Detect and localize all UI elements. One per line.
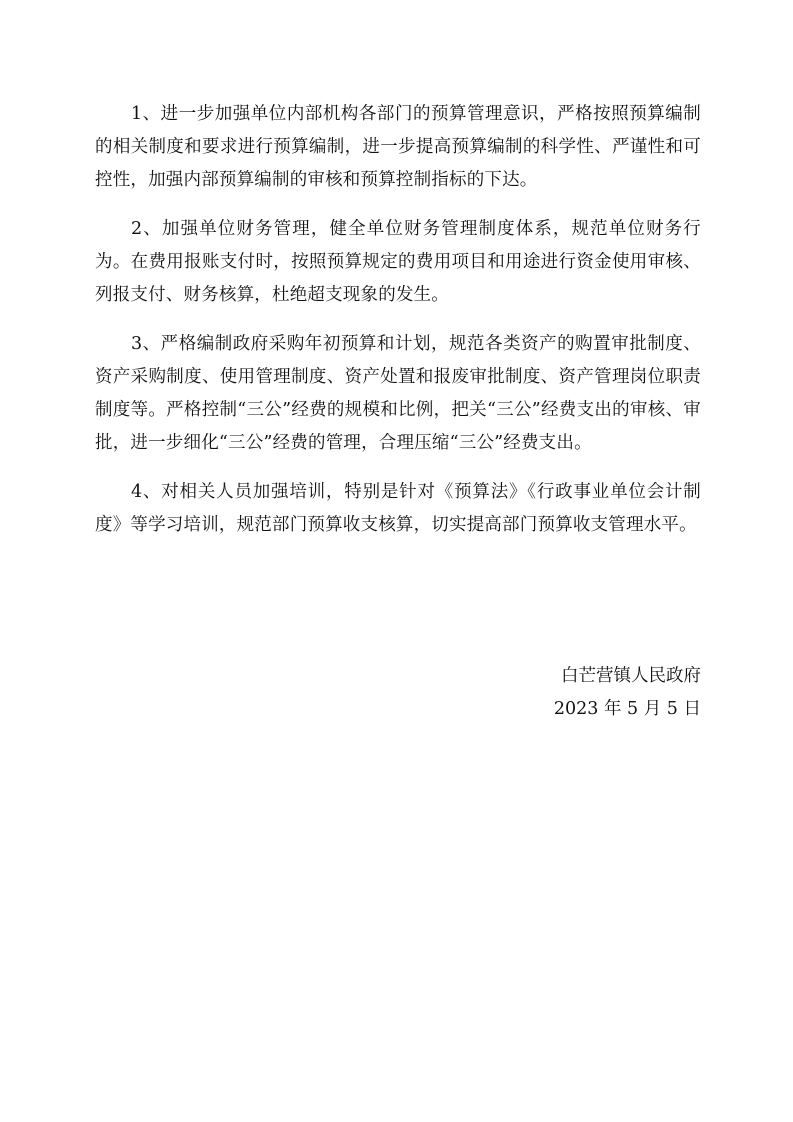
paragraph-1: 1、进一步加强单位内部机构各部门的预算管理意识，严格按照预算编制的相关制度和要求进行预算编制，进一步提高预算编制的科学性、严谨性和可控性，加强内部预算编制的审核和预算控制指标的下达。	[95, 104, 701, 190]
signature-date: 2023 年 5 月 5 日	[553, 699, 701, 719]
signature-organization: 白芒营镇人民政府	[561, 666, 701, 686]
paragraph-3: 3、严格编制政府采购年初预算和计划，规范各类资产的购置审批制度、资产采购制度、使用管理制度、资产处置和报废审批制度、资产管理岗位职责制度等。严格控制“三公”经费的规模和比例，把关“三公”经费支出的审核、审批，进一步细化“三公”经费的管理，合理压缩“三公”经费支出。	[95, 334, 701, 453]
paragraph-2: 2、加强单位财务管理，健全单位财务管理制度体系，规范单位财务行为。在费用报账支付时，按照预算规定的费用项目和用途进行资金使用审核、列报支付、财务核算，杜绝超支现象的发生。	[95, 219, 701, 305]
signature-block	[554, 660, 701, 726]
paragraph-4: 4、对相关人员加强培训，特别是针对《预算法》《行政事业单位会计制度》等学习培训，规范部门预算收支核算，切实提高部门预算收支管理水平。	[95, 482, 701, 535]
document-body	[95, 98, 701, 558]
